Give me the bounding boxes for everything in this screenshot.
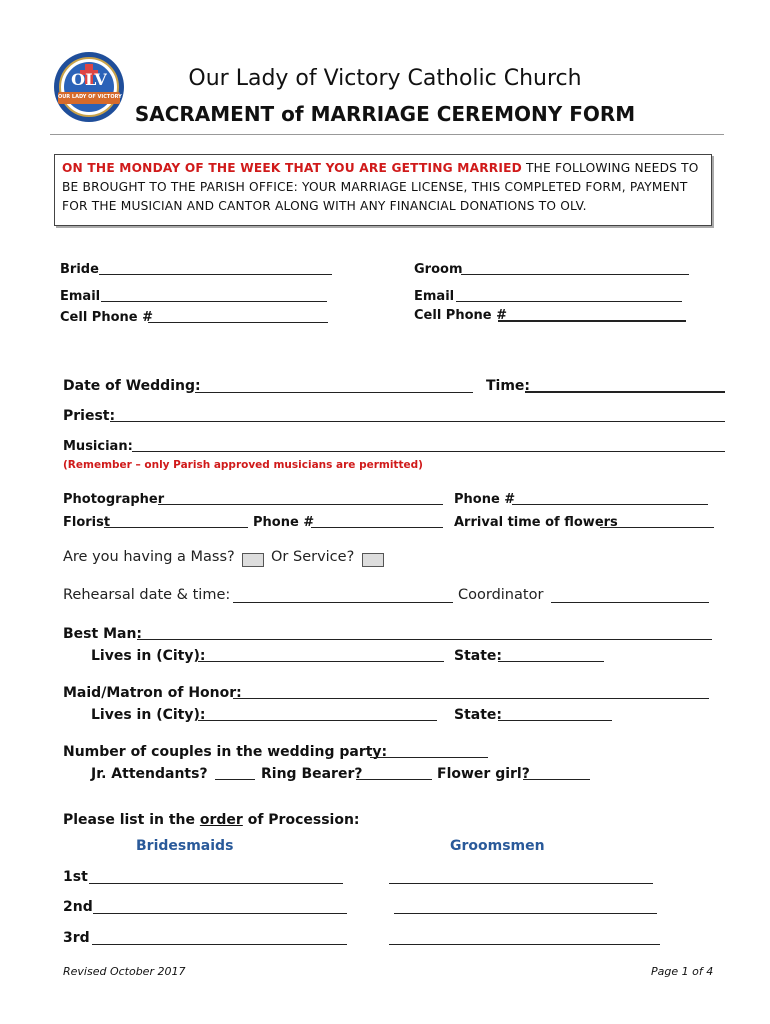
maid-city-label: Lives in (City): <box>91 707 206 723</box>
bridesmaid-3-field[interactable] <box>92 944 347 945</box>
service-checkbox[interactable] <box>362 553 384 567</box>
florist-label: Florist <box>63 515 111 530</box>
groomsman-1-field[interactable] <box>389 883 653 884</box>
musician-field[interactable] <box>132 451 725 452</box>
groom-email-label: Email <box>414 289 455 304</box>
flower-girl-label: Flower girl? <box>437 766 530 782</box>
couples-field[interactable] <box>370 757 488 758</box>
maid-field[interactable] <box>233 698 709 699</box>
rehearsal-label: Rehearsal date & time: <box>63 587 231 603</box>
groomsman-2-field[interactable] <box>394 913 657 914</box>
procession-intro <box>63 812 360 828</box>
priest-field[interactable] <box>110 421 725 422</box>
wedding-time-field[interactable] <box>525 391 725 393</box>
wedding-date-label: Date of Wedding: <box>63 378 201 394</box>
photographer-phone-label: Phone # <box>454 492 516 507</box>
wedding-time-label: Time: <box>486 378 531 394</box>
maid-state-label: State: <box>454 707 503 723</box>
ring-bearer-label: Ring Bearer? <box>261 766 363 782</box>
best-man-field[interactable] <box>137 639 712 640</box>
coordinator-label: Coordinator <box>458 587 544 603</box>
logo-text: OLV <box>71 70 107 89</box>
maid-city-field[interactable] <box>198 720 437 721</box>
florist-field[interactable] <box>104 527 248 528</box>
service-question: Or Service? <box>271 549 355 565</box>
procession-row-label: 3rd <box>63 930 90 946</box>
flower-arrival-label: Arrival time of flowers <box>454 515 618 530</box>
groom-cell-label: Cell Phone # <box>414 308 507 323</box>
photographer-phone-field[interactable] <box>512 504 708 505</box>
groomsman-3-field[interactable] <box>389 944 660 945</box>
procession-row-label: 1st <box>63 869 88 885</box>
florist-phone-field[interactable] <box>311 527 443 528</box>
bride-field[interactable] <box>99 274 332 275</box>
page-number: Page 1 of 4 <box>651 965 714 978</box>
revised-date: Revised October 2017 <box>63 965 186 978</box>
maid-state-field[interactable] <box>498 720 612 721</box>
couples-label: Number of couples in the wedding party: <box>63 744 388 760</box>
logo-caption: OUR LADY OF VICTORY <box>58 94 122 100</box>
best-man-city-field[interactable] <box>198 661 444 662</box>
mass-question: Are you having a Mass? <box>63 549 235 565</box>
photographer-field[interactable] <box>158 504 443 505</box>
best-man-state-field[interactable] <box>498 661 604 662</box>
bride-cell-label: Cell Phone # <box>60 310 153 325</box>
photographer-label: Photographer <box>63 492 165 507</box>
form-title: SACRAMENT of MARRIAGE CEREMONY FORM <box>134 102 636 126</box>
mass-checkbox[interactable] <box>242 553 264 567</box>
header-divider <box>50 134 724 135</box>
best-man-label: Best Man: <box>63 626 143 642</box>
priest-label: Priest: <box>63 408 116 424</box>
groom-email-field[interactable] <box>456 301 682 302</box>
ring-bearer-field[interactable] <box>356 779 432 780</box>
best-man-state-label: State: <box>454 648 503 664</box>
bride-cell-field[interactable] <box>148 322 328 323</box>
groom-field[interactable] <box>461 274 689 275</box>
procession-intro-start: Please list in the <box>63 812 200 828</box>
musician-note: (Remember – only Parish approved musicians are permitted) <box>63 459 423 471</box>
rehearsal-field[interactable] <box>233 602 453 603</box>
bridesmaids-heading: Bridesmaids <box>136 838 234 854</box>
flower-girl-field[interactable] <box>523 779 590 780</box>
jr-attendants-label: Jr. Attendants? <box>91 766 208 782</box>
notice-box <box>54 154 712 226</box>
procession-intro-end: of Procession: <box>242 812 360 828</box>
bride-email-label: Email <box>60 289 101 304</box>
bridesmaid-2-field[interactable] <box>93 913 347 914</box>
church-name: Our Lady of Victory Catholic Church <box>188 66 582 91</box>
procession-order-word: order <box>199 812 243 828</box>
coordinator-field[interactable] <box>551 602 709 603</box>
notice-body: THE FOLLOWING NEEDS TO BE BROUGHT TO THE PARISH OFFICE: YOUR MARRIAGE LICENSE, THIS COMPLETED FORM, PAYMENT FOR THE MUSICIAN AND CANTOR ALONG WITH ANY FINANCIAL DONATIONS TO OLV. <box>62 161 699 213</box>
groomsmen-heading: Groomsmen <box>450 838 545 854</box>
wedding-date-field[interactable] <box>195 392 473 393</box>
jr-attendants-field[interactable] <box>215 779 255 780</box>
procession-row-label: 2nd <box>63 899 93 915</box>
florist-phone-label: Phone # <box>253 515 315 530</box>
best-man-city-label: Lives in (City): <box>91 648 206 664</box>
groom-label: Groom <box>414 262 463 277</box>
musician-label: Musician: <box>63 439 133 454</box>
groom-cell-field[interactable] <box>498 320 686 322</box>
maid-label: Maid/Matron of Honor: <box>63 685 242 701</box>
bride-label: Bride <box>60 262 99 277</box>
notice-highlight: ON THE MONDAY OF THE WEEK THAT YOU ARE GETTING MARRIED <box>62 161 522 175</box>
flower-arrival-field[interactable] <box>600 527 714 528</box>
bride-email-field[interactable] <box>101 301 327 302</box>
bridesmaid-1-field[interactable] <box>89 883 343 884</box>
